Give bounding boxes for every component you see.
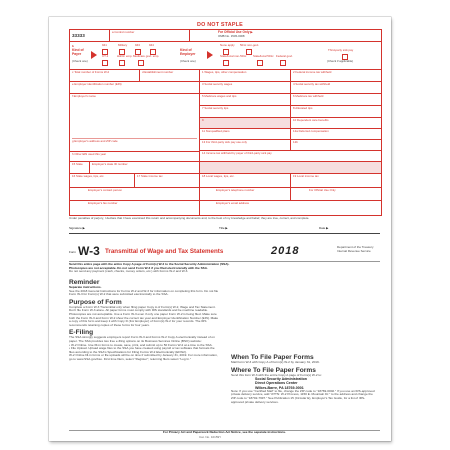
payer-hshld-checkbox[interactable] [119,60,125,66]
photocopies-line: Photocopies are not acceptable. Do not send Form W-3 if you filed electronically with the SSA. [69,265,208,270]
box14-field[interactable]: 14 Income tax withheld by payer of third-party sick pay [200,151,381,162]
where-text: Send this form W-3 with the entire Copy A page of Form(s) W-2 to: [231,372,322,377]
box4-field[interactable]: 4 Social security tax withheld [291,82,381,94]
when-text: Mail Form W-3 with Copy A of Form(s) W-2 by January 31, 2019. [231,360,320,364]
reminder-heading: Reminder [69,279,100,286]
box3-field[interactable]: 3 Social security wages [200,82,291,94]
official-use-cell: For Official Use Only ▶ OMB No. 1545-0008 [190,30,381,42]
employer-501c-checkbox[interactable] [246,49,252,55]
footer-privacy: For Privacy Act and Paperwork Reduction Act Notice, see the separate instructions. [162,430,287,434]
employer-state-local-501c-checkbox[interactable] [257,60,263,66]
box10-field[interactable]: 10 Dependent care benefits [291,118,381,129]
reminder-text: See the 2018 General Instructions for Forms W-2 and W-3 for information on completing this form. Do not file Form W-3 for Form(s) W-2 that were submitted electronically to the SSA. [69,288,219,297]
address-line-1: Social Security Administration [255,377,307,382]
fax-number-field[interactable]: Employer's fax number [70,201,200,215]
employer-federal-checkbox[interactable] [280,60,286,66]
form-title: Transmittal of Wage and Tax Statements [105,248,224,255]
control-number-cell[interactable]: a Control number [110,30,190,42]
form-code: W-3 [78,244,100,258]
box7-field[interactable]: 7 Social security tips [200,106,291,118]
telephone-field[interactable]: Employer's telephone number [200,188,291,201]
efiling-heading: E-Filing [69,329,94,337]
box11-field[interactable]: 11 Nonqualified plans [200,129,291,140]
employer-name-field[interactable]: f Employer's name g Employer's address and ZIP code [70,94,200,152]
do-not-staple-header: DO NOT STAPLE [197,22,243,28]
instructions-left-column [69,279,219,362]
address-line-3: Wilkes-Barre, PA 18769-0001 [255,385,304,390]
efiling-w2online: • W-2 Online. Use fill-in forms to create, save, print, and submit up to 50 Forms W-2 at a time to the SSA. [69,342,213,347]
state-income-tax-field[interactable]: 17 State income tax [135,174,200,188]
w3-form-grid [69,29,382,216]
official-use-only-field: For Official Use Only [291,188,381,201]
state-field[interactable]: 15 State [70,162,90,174]
send-line: Send this entire page with the entire Copy A page of Form(s) W-2 to the Social Security Administration (SSA). [69,262,230,266]
box12b-field[interactable]: 12b [291,140,381,151]
box5-field[interactable]: 5 Medicare wages and tips [200,94,291,106]
tax-year: 2018 [271,245,300,257]
footer-cat-number: Cat. No. 10159Y [199,435,222,439]
total-forms-field[interactable]: c Total number of Forms W-2 [70,70,140,82]
box6-field[interactable]: 6 Medicare tax withheld [291,94,381,106]
control-code: 33333 [72,33,85,38]
other-ein-field[interactable]: h Other EIN used this year [70,152,200,162]
box2-field[interactable]: 2 Federal income tax withheld [291,70,381,82]
arrow-right-icon [91,51,97,59]
state-id-field[interactable]: Employer's state ID number [90,162,200,174]
w3-form-page [49,17,391,441]
establishment-number-field[interactable]: d Establishment number [140,70,200,82]
control-code-cell [70,30,110,42]
instructions-intro [69,263,369,274]
payer-ct1-checkbox[interactable] [102,60,108,66]
state-spacer [200,162,381,174]
address-line-2: Direct Operations Center [255,381,298,386]
email-field[interactable]: Employer's email address [216,201,250,205]
purpose-text: Complete a Form W-3 Transmittal only when filing paper Copy A of Form(s) W-2, Wage and Tax Statement. Don't file Form W-3 alone. All paper forms must comply with IRS standards and be machine readable. Photocopies are not acceptable. Use a Form W-3 even if only one paper Form W-2 is being filed. Make sure both the Form W-3 and Form W-2 show the correct tax year and Employer Identification Number (EIN). Make a copy of this form and keep it with Copy D (For Employer) of Form(s) W-2 for your records. The IRS recommends retaining copies of these forms for four years. [69,304,219,327]
arrow-right-icon [207,51,213,59]
box18-field[interactable]: 18 Local wages, tips, etc. [200,174,291,188]
form-title-bar: Form W-3 Transmittal of Wage and Tax Statements 2018 Department of the Treasury Internal Revenue Service [69,244,374,258]
box9-field: 9 [200,118,291,129]
when-heading: When To File Paper Forms [231,354,314,361]
do-not-send-line: Do not send any payment (cash, checks, money orders, etc.) with Forms W-2 and W-3. [69,269,189,274]
efiling-text: The SSA strongly suggests employers report Form W-3 and Forms W-2 Copy A electronically instead of on paper. The SSA provides two free e-filing options on its Business Services Online (BSO) website: [69,335,215,343]
ein-field[interactable]: e Employer identification number (EIN) [70,82,200,94]
kind-of-payer-row: b Kind of Payer (Check one) 941 Military 943 944 CT-1 Hshld. emp. Medicare govt. emp. Kind of Employer (Check one) None apply 501c non-govt. State/local non-501c State/local 501c Federal govt. Third-party sick pay (Check if applicable) [70,42,381,70]
purpose-heading: Purpose of Form [69,298,122,306]
box8-field[interactable]: 8 Allocated tips [291,106,381,118]
payer-medicare-govt-checkbox[interactable] [138,60,144,66]
state-wages-field[interactable]: 16 State wages, tips, etc. [70,174,135,188]
employer-state-local-checkbox[interactable] [223,60,229,66]
reminder-sub: Separate instructions. [69,285,102,289]
box19-field[interactable]: 19 Local income tax [291,174,381,188]
box13-field[interactable]: 13 For third-party sick pay use only [200,140,291,151]
signature-line[interactable]: Signature ▶ Title ▶ Date ▶ [69,226,380,234]
where-heading: Where To File Paper Forms [231,366,316,374]
perjury-statement: Under penalties of perjury, I declare that I have examined this return and accompanying documents and, to the best of my knowledge and belief, they are true, correct, and complete. [69,216,310,220]
where-note: Note: If you use "Certified Mail" to file, change the ZIP code to "18769-0002." If you use an IRS-approved private delivery service, add "ATTN: W-2 Process, 1150 E. Mountain Dr." to the address and change the ZIP code to "18702-7997." See Publication 15 (Circular E), Employer's Tax Guide, for a list of IRS-approved private delivery services. [231,388,375,404]
efiling-upload: • File Upload. Upload wage files to the SSA you have created using payroll or tax software that formats the files according to the SSA's Specifications for Filing Forms W-2 Electronically (EFW2). [69,346,215,354]
instructions-right-column [231,354,376,404]
box12a-field[interactable]: 12a Deferred compensation [291,129,381,140]
box1-field[interactable]: 1 Wages, tips, other compensation [200,70,291,82]
ssa-address [231,377,376,390]
efiling-note: W-2 Online fill-in forms or file uploads will be on time if submitted by January 31, 2019. For more information, go to www.SSA.gov/bso. First time filers, select "Register"; returning filers select "Log In." [69,353,218,361]
contact-person-field[interactable]: Employer's contact person [70,188,200,201]
